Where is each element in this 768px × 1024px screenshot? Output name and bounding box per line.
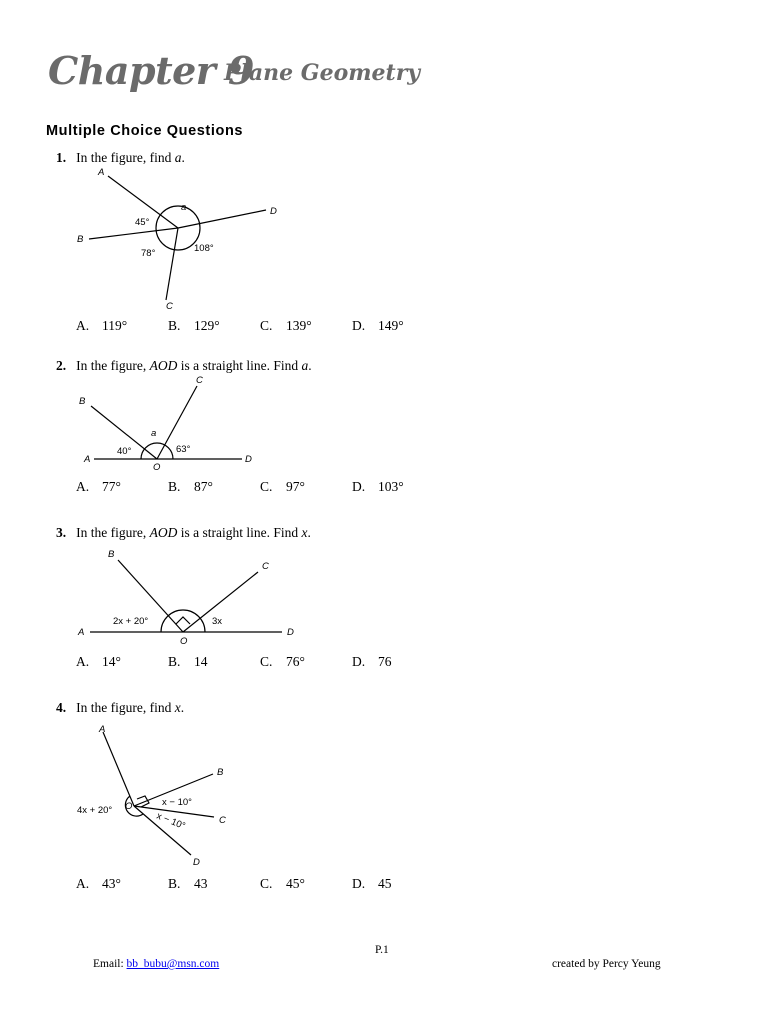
options-q3: [76, 654, 476, 672]
question-text: In the figure, find a.: [76, 150, 185, 165]
right-angle-mark: [176, 617, 190, 624]
figure-q2: [70, 373, 280, 473]
question-4: [56, 699, 184, 717]
angle-63: 63°: [176, 444, 191, 455]
angle-4x-20: 4x + 20°: [77, 805, 113, 816]
angle-3x: 3x: [212, 616, 223, 627]
ray-oa: [103, 732, 134, 806]
footer-credit: created by Percy Yeung: [552, 958, 661, 970]
chapter-title: Chapter 9: [48, 48, 254, 93]
label-d: D: [270, 206, 277, 217]
label-c: C: [166, 301, 173, 312]
label-d: D: [245, 454, 252, 465]
angle-108: 108°: [194, 243, 214, 254]
option-c[interactable]: C. 97°: [260, 479, 305, 494]
email-label: Email:: [93, 958, 127, 970]
page-number: P.1: [375, 944, 389, 956]
option-b[interactable]: B. 14: [168, 654, 208, 669]
option-b[interactable]: B. 129°: [168, 318, 220, 333]
label-b: B: [108, 549, 115, 560]
angle-x-10-upper: x − 10°: [162, 797, 192, 808]
question-number: 2.: [56, 358, 67, 373]
option-d[interactable]: D. 149°: [352, 318, 404, 333]
email-link[interactable]: bb_bubu@msn.com: [126, 958, 220, 970]
ray-od: [178, 210, 266, 228]
label-b: B: [79, 396, 86, 407]
section-heading: Multiple Choice Questions: [46, 123, 244, 139]
option-a[interactable]: A. 119°: [76, 318, 128, 333]
label-o: O: [125, 801, 133, 812]
angle-45: 45°: [135, 217, 150, 228]
option-c[interactable]: C. 45°: [260, 876, 305, 891]
label-a: A: [78, 627, 85, 638]
chapter-subtitle: Plane Geometry: [224, 60, 421, 86]
question-text: In the figure, find x.: [76, 700, 185, 715]
option-d[interactable]: D. 76: [352, 654, 392, 669]
option-c[interactable]: C. 139°: [260, 318, 312, 333]
option-b[interactable]: B. 43: [168, 876, 208, 891]
label-c: C: [196, 375, 203, 386]
question-number: 3.: [56, 525, 67, 540]
ray-oc: [166, 228, 178, 300]
label-d: D: [193, 857, 200, 868]
options-q2: [76, 479, 476, 497]
figure-q4: [70, 720, 270, 870]
option-d[interactable]: D. 45: [352, 876, 392, 891]
angle-40: 40°: [117, 446, 132, 457]
question-number: 4.: [56, 700, 67, 715]
angle-arc: [161, 610, 205, 632]
question-text: In the figure, AOD is a straight line. Find x.: [76, 525, 311, 540]
option-c[interactable]: C. 76°: [260, 654, 305, 669]
label-b: B: [77, 234, 84, 245]
label-c: C: [219, 815, 226, 826]
angle-x-10-lower: x − 10°: [154, 810, 187, 833]
question-3: [56, 524, 311, 542]
angle-2x-20: 2x + 20°: [113, 616, 149, 627]
options-q4: [76, 876, 476, 894]
label-c: C: [262, 561, 269, 572]
label-a: A: [99, 724, 106, 735]
label-a: A: [84, 454, 91, 465]
label-d: D: [287, 627, 294, 638]
question-number: 1.: [56, 150, 67, 165]
figure-q1: [70, 165, 300, 315]
angle-a: a: [181, 202, 187, 213]
options-q1: [76, 318, 476, 336]
angle-a: a: [151, 428, 157, 439]
right-angle-mark: [137, 796, 149, 807]
question-text: In the figure, AOD is a straight line. Find a.: [76, 358, 312, 373]
footer-email: [93, 958, 219, 970]
label-o: O: [153, 462, 161, 473]
option-b[interactable]: B. 87°: [168, 479, 213, 494]
label-b: B: [217, 767, 224, 778]
option-a[interactable]: A. 77°: [76, 479, 121, 494]
angle-arc: [141, 443, 173, 459]
option-d[interactable]: D. 103°: [352, 479, 404, 494]
label-o: O: [180, 636, 188, 647]
option-a[interactable]: A. 14°: [76, 654, 121, 669]
angle-78: 78°: [141, 248, 156, 259]
ray-ob: [89, 228, 178, 239]
label-a: A: [98, 167, 105, 178]
option-a[interactable]: A. 43°: [76, 876, 121, 891]
figure-q3: [70, 545, 310, 650]
